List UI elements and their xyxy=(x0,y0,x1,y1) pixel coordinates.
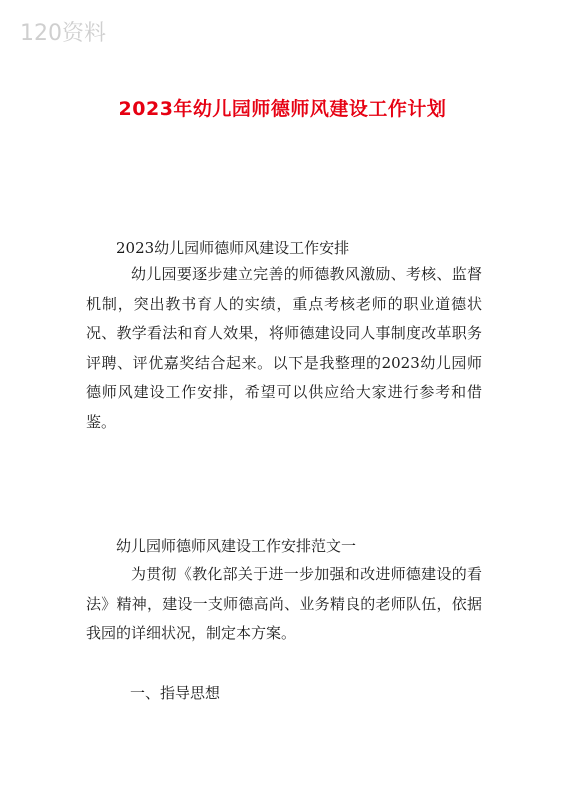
paragraph-intro: 幼儿园要逐步建立完善的师德教风激励、考核、监督机制，突出教书育人的实绩，重点考核老师的职业道德状况、教学看法和育人效果，将师德建设同人事制度改革职务评聘、评优嘉奖结合起来。以下是我整理的2023幼儿园师德师风建设工作安排，希望可以供应给大家进行参考和借鉴。 xyxy=(86,265,482,431)
section-heading-guiding-ideology: 一、指导思想 xyxy=(130,684,221,702)
section-heading-sample-one: 幼儿园师德师风建设工作安排范文一 xyxy=(116,537,357,555)
watermark-logo: 120资料 xyxy=(20,21,106,46)
section-heading-plan: 2023幼儿园师德师风建设工作安排 xyxy=(116,239,350,257)
paragraph-sample-one: 为贯彻《教化部关于进一步加强和改进师德建设的看法》精神，建设一支师德高尚、业务精良的老师队伍，依据我园的详细状况，制定本方案。 xyxy=(86,565,482,642)
document-title: 2023年幼儿园师德师风建设工作计划 xyxy=(118,98,447,120)
